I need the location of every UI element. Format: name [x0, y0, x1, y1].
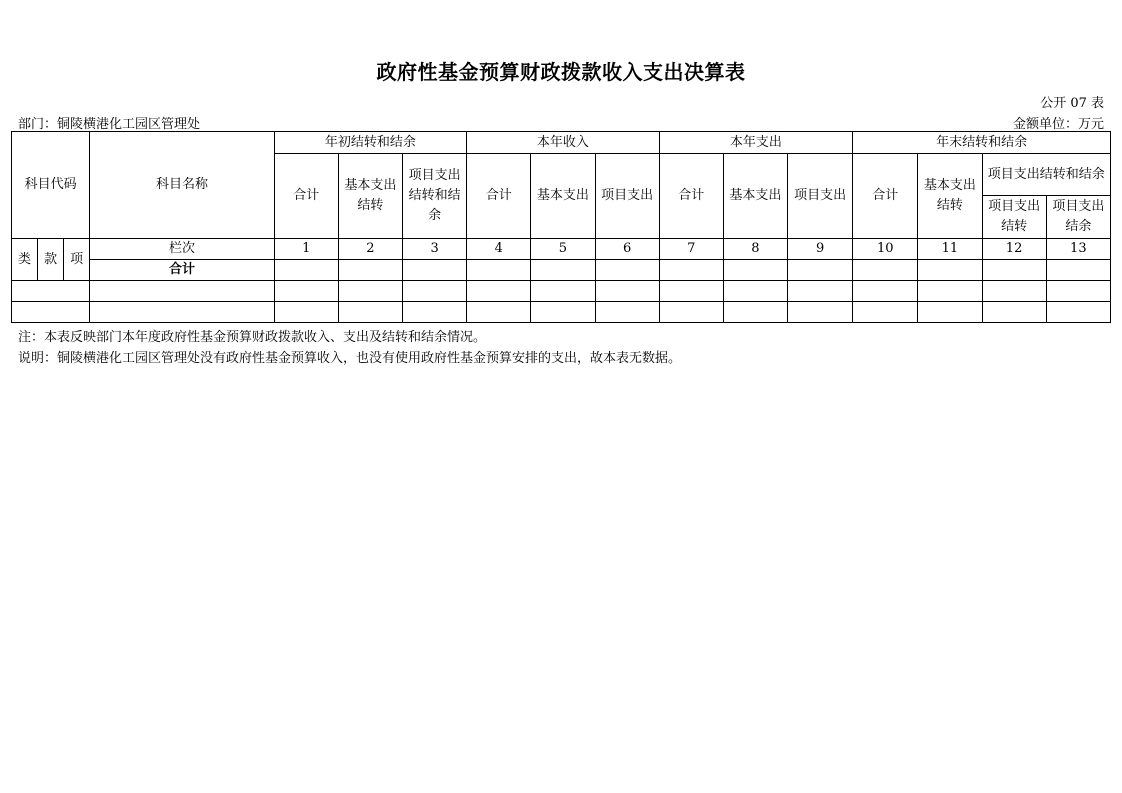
header-end-total: 合计	[853, 154, 918, 239]
table-cell	[853, 281, 918, 302]
table-cell	[338, 281, 402, 302]
budget-table	[11, 131, 1111, 323]
table-cell	[467, 302, 531, 323]
index-cell: 9	[788, 239, 853, 260]
table-cell	[12, 302, 90, 323]
header-end-project-carry: 项目支出结转	[982, 196, 1046, 239]
total-cell	[659, 260, 723, 281]
table-cell	[595, 281, 659, 302]
header-group-end: 年末结转和结余	[853, 132, 1111, 154]
header-expense-project: 项目支出	[788, 154, 853, 239]
header-subject-code: 科目代码	[12, 132, 90, 239]
table-cell	[403, 281, 467, 302]
total-cell	[853, 260, 918, 281]
header-xiang: 项	[64, 239, 90, 281]
header-end-basic-carry: 基本支出结转	[918, 154, 982, 239]
table-cell	[90, 302, 274, 323]
index-cell: 12	[982, 239, 1046, 260]
header-subject-name: 科目名称	[90, 132, 274, 239]
header-expense-total: 合计	[659, 154, 723, 239]
index-cell: 6	[595, 239, 659, 260]
table-cell	[659, 281, 723, 302]
table-cell	[659, 302, 723, 323]
page-title: 政府性基金预算财政拨款收入支出决算表	[376, 60, 746, 84]
table-cell	[723, 281, 787, 302]
table-cell	[918, 281, 982, 302]
total-cell	[595, 260, 659, 281]
table-row	[12, 302, 1111, 323]
header-end-project-carry-balance: 项目支出结转和结余	[982, 154, 1111, 196]
table-cell	[982, 281, 1046, 302]
index-cell: 5	[531, 239, 595, 260]
form-number: 公开 07 表	[1040, 96, 1104, 111]
total-cell	[1046, 260, 1110, 281]
index-cell: 10	[853, 239, 918, 260]
header-income-basic: 基本支出	[531, 154, 595, 239]
total-cell	[723, 260, 787, 281]
header-lei: 类	[12, 239, 38, 281]
total-cell	[338, 260, 402, 281]
total-row-label: 合计	[90, 260, 274, 281]
table-cell	[274, 281, 338, 302]
table-cell	[403, 302, 467, 323]
header-begin-project-carry-balance: 项目支出结转和结余	[403, 154, 467, 239]
index-cell: 7	[659, 239, 723, 260]
header-group-income: 本年收入	[467, 132, 660, 154]
index-cell: 13	[1046, 239, 1110, 260]
index-cell: 1	[274, 239, 338, 260]
table-cell	[12, 281, 90, 302]
header-group-expense: 本年支出	[659, 132, 853, 154]
total-cell	[918, 260, 982, 281]
index-row-label: 栏次	[90, 239, 274, 260]
table-cell	[531, 302, 595, 323]
total-cell	[531, 260, 595, 281]
header-kuan: 款	[38, 239, 64, 281]
header-end-project-balance: 项目支出结余	[1046, 196, 1110, 239]
table-cell	[595, 302, 659, 323]
table-cell	[723, 302, 787, 323]
index-cell: 4	[467, 239, 531, 260]
total-cell	[467, 260, 531, 281]
table-cell	[467, 281, 531, 302]
total-cell	[403, 260, 467, 281]
table-cell	[338, 302, 402, 323]
total-cell	[982, 260, 1046, 281]
table-cell	[788, 281, 853, 302]
total-cell	[788, 260, 853, 281]
index-cell: 11	[918, 239, 982, 260]
table-note: 注：本表反映部门本年度政府性基金预算财政拨款收入、支出及结转和结余情况。	[18, 330, 487, 345]
table-cell	[918, 302, 982, 323]
table-cell	[274, 302, 338, 323]
department-label: 部门：铜陵横港化工园区管理处	[18, 117, 201, 132]
table-cell	[982, 302, 1046, 323]
table-cell	[531, 281, 595, 302]
header-income-total: 合计	[467, 154, 531, 239]
header-begin-total: 合计	[274, 154, 338, 239]
header-begin-basic-carry: 基本支出结转	[338, 154, 402, 239]
index-cell: 3	[403, 239, 467, 260]
table-row	[12, 281, 1111, 302]
table-explanation: 说明：铜陵横港化工园区管理处没有政府性基金预算收入，也没有使用政府性基金预算安排的支出，故本表无数据。	[18, 351, 682, 366]
index-cell: 8	[723, 239, 787, 260]
amount-unit-label: 金额单位：万元	[1012, 117, 1104, 132]
header-group-begin: 年初结转和结余	[274, 132, 467, 154]
table-cell	[1046, 281, 1110, 302]
table-cell	[853, 302, 918, 323]
header-expense-basic: 基本支出	[723, 154, 787, 239]
table-cell	[788, 302, 853, 323]
table-cell	[90, 281, 274, 302]
header-income-project: 项目支出	[595, 154, 659, 239]
table-cell	[1046, 302, 1110, 323]
total-cell	[274, 260, 338, 281]
index-cell: 2	[338, 239, 402, 260]
